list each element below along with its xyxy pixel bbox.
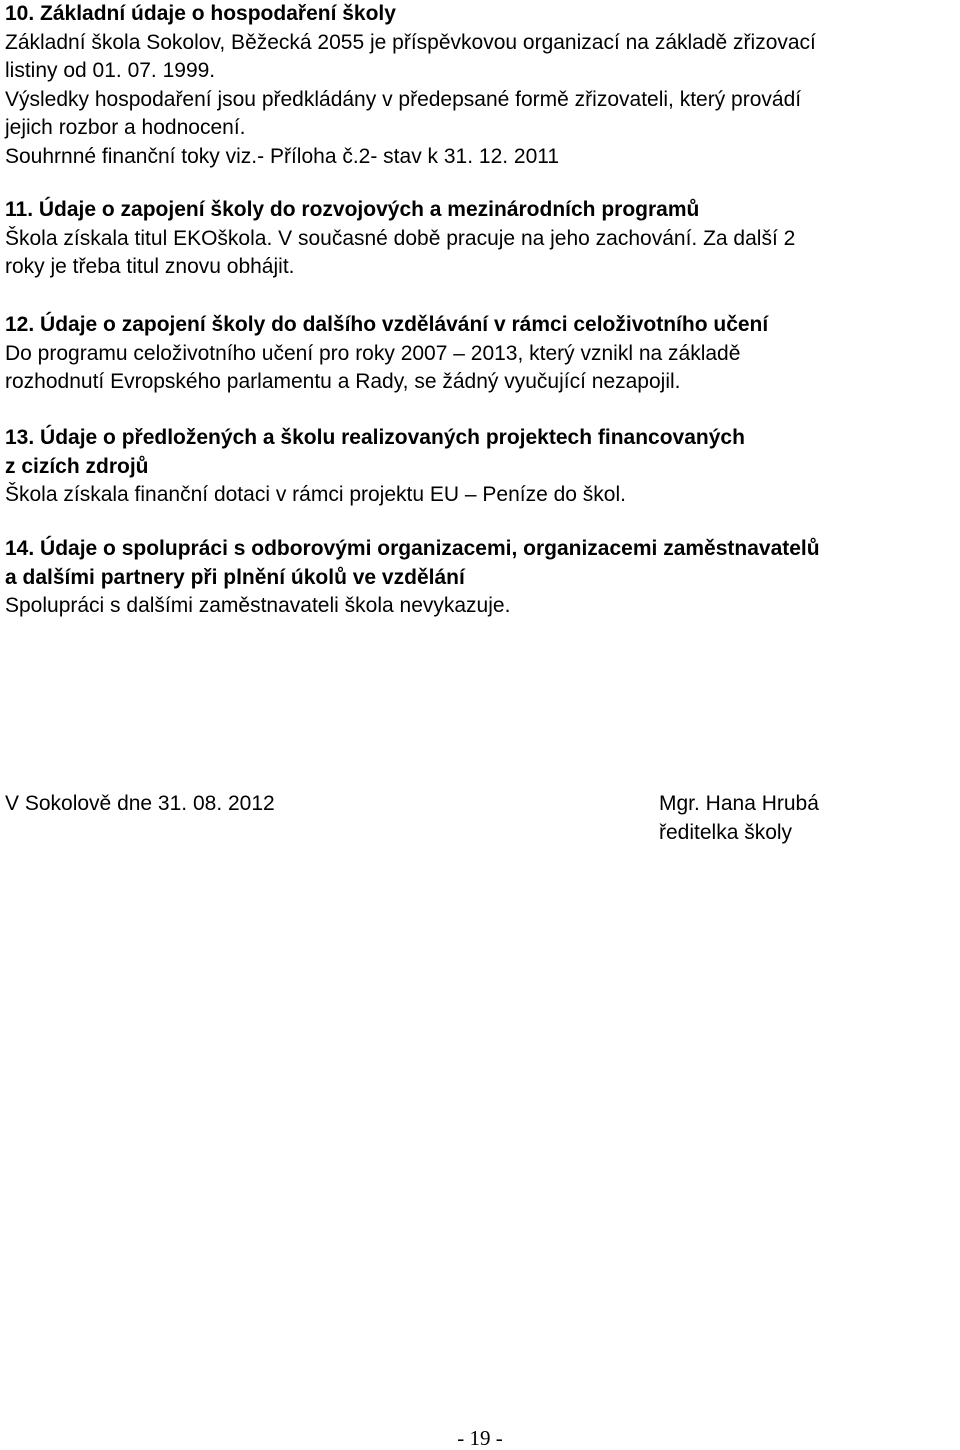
section-11-line-1: Škola získala titul EKOškola. V současné době pracuje na jeho zachování. Za další 2: [5, 226, 796, 250]
section-11-line-2: roky je třeba titul znovu obhájit.: [5, 255, 295, 278]
section-14-line-1: Spolupráci s dalšími zaměstnavateli škola nevykazuje.: [5, 594, 511, 617]
section-13-heading-line-2: z cizích zdrojů: [5, 454, 149, 478]
place-and-date: V Sokolově dne 31. 08. 2012: [5, 792, 275, 815]
section-12: [5, 311, 955, 397]
signatory-role: ředitelka školy: [659, 820, 793, 844]
section-12-heading: 12. Údaje o zapojení školy do dalšího vzdělávání v rámci celoživotního učení: [5, 313, 769, 336]
section-13-heading-line-1: 13. Údaje o předložených a školu realizovaných projektech financovaných: [5, 426, 745, 449]
section-14: [5, 535, 955, 621]
section-10-heading: 10. Základní údaje o hospodaření školy: [5, 2, 396, 25]
signature-block: [5, 790, 955, 850]
section-13-line-1: Škola získala finanční dotaci v rámci projektu EU – Peníze do škol.: [5, 483, 626, 506]
section-10-line-5: Souhrnné finanční toky viz.- Příloha č.2- stav k 31. 12. 2011: [5, 144, 560, 168]
section-10-line-3: Výsledky hospodaření jsou předkládány v předepsané formě zřizovateli, který provádí: [5, 87, 802, 111]
signatory-name: Mgr. Hana Hrubá: [659, 792, 819, 815]
section-12-line-2: rozhodnutí Evropského parlamentu a Rady, se žádný vyučující nezapojil.: [5, 370, 681, 393]
signatory: [659, 790, 819, 847]
section-10-line-1: Základní škola Sokolov, Běžecká 2055 je příspěvkovou organizací na základě zřizovací: [5, 30, 816, 54]
section-14-heading-line-1: 14. Údaje o spolupráci s odborovými organizacemi, organizacemi zaměstnavatelů: [5, 537, 820, 560]
section-13: [5, 424, 955, 510]
section-10-line-2: listiny od 01. 07. 1999.: [5, 59, 216, 82]
page-number: - 19 -: [457, 1426, 503, 1450]
section-14-heading-line-2: a dalšími partnery při plnění úkolů ve vzdělání: [5, 565, 465, 589]
section-10-line-4: jejich rozbor a hodnocení.: [5, 116, 246, 139]
section-12-line-1: Do programu celoživotního učení pro roky 2007 – 2013, který vznikl na základě: [5, 341, 741, 365]
section-10: [5, 0, 955, 171]
section-11: [5, 196, 955, 282]
section-11-heading: 11. Údaje o zapojení školy do rozvojových a mezinárodních programů: [5, 198, 700, 221]
